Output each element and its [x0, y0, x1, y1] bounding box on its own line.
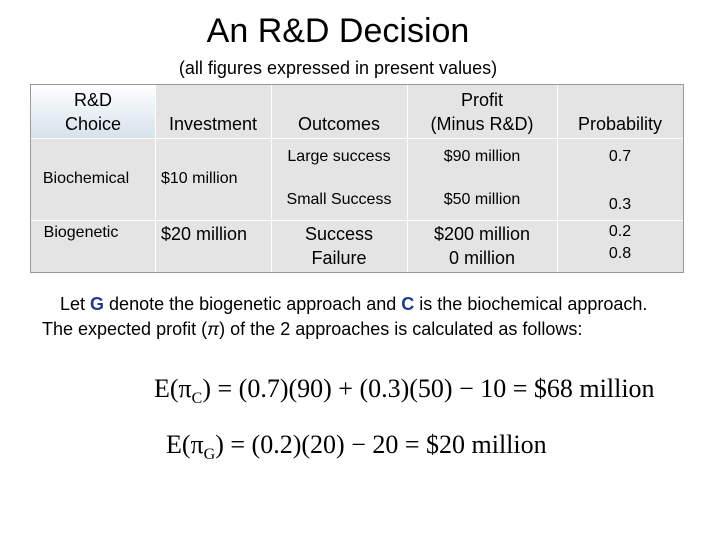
header-choice: R&D Choice	[64, 90, 122, 134]
header-divider	[31, 138, 683, 139]
probabilities-biogenetic: 0.2 0.8	[608, 223, 632, 262]
profit-large-success: $90 million	[443, 148, 521, 165]
explanation-paragraph: Let G denote the biogenetic approach and C is the biochemical approach. The expected profit (π) of the 2 approaches is calculated as follows:	[42, 294, 648, 339]
header-profit: Profit (Minus R&D)	[430, 90, 534, 134]
slide-title: An R&D Decision	[206, 12, 470, 50]
header-outcomes: Outcomes	[297, 114, 381, 134]
pi-symbol: π	[207, 319, 220, 339]
row-investment-biogenetic: $20 million	[161, 224, 248, 244]
outcome-large-success: Large success	[287, 148, 391, 165]
outcomes-biogenetic: Success Failure	[304, 224, 374, 268]
row-investment-biochemical: $10 million	[161, 170, 238, 187]
header-investment: Investment	[168, 114, 258, 134]
row-choice-biochemical: Biochemical	[42, 170, 130, 187]
probability-small-success: 0.3	[608, 196, 632, 213]
slide-subtitle: (all figures expressed in present values)	[178, 58, 498, 78]
rd-decision-table	[30, 84, 684, 273]
formula-expected-profit-c: $E(\pi_C) = (0.7)(90) + (0.3)(50) - 10$ = $68 million	[154, 374, 655, 408]
formula-expected-profit-g: $E(\pi_G) = (0.2)(20) - 20$ = $20 million	[166, 430, 547, 464]
probability-large-success: 0.7	[608, 148, 632, 165]
header-probability: Probability	[577, 114, 663, 134]
profits-biogenetic: $200 million 0 million	[433, 224, 531, 268]
c-symbol: C	[401, 294, 415, 314]
outcome-small-success: Small Success	[286, 191, 392, 208]
profit-small-success: $50 million	[443, 191, 521, 208]
row-choice-biogenetic: Biogenetic	[43, 224, 119, 241]
g-symbol: G	[90, 294, 105, 314]
